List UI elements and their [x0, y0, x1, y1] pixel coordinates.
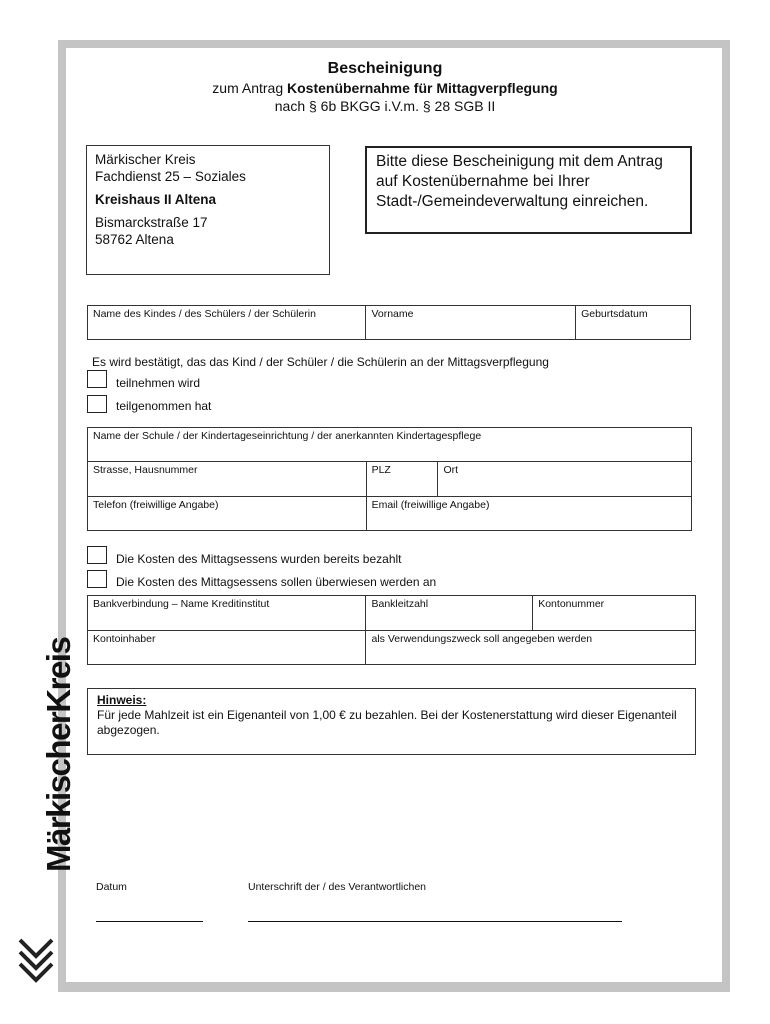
- signature-label: Unterschrift der / des Verantwortlichen: [248, 881, 426, 893]
- maerkischer-kreis-logo-icon: [14, 930, 58, 988]
- confirmation-text: Es wird bestätigt, das das Kind / der Schüler / die Schülerin an der Mittagsverpflegung: [92, 355, 549, 369]
- costs-paid-checkbox[interactable]: [87, 546, 107, 564]
- address-line: Bismarckstraße 17: [95, 215, 208, 230]
- document-title: Bescheinigung: [327, 60, 443, 77]
- school-zip-field[interactable]: PLZ: [366, 462, 438, 497]
- school-city-field[interactable]: Ort: [438, 462, 692, 497]
- child-name-field[interactable]: Name des Kindes / des Schülers / der Schülerin: [88, 306, 366, 340]
- school-street-field[interactable]: Strasse, Hausnummer: [88, 462, 367, 497]
- hint-box: [87, 688, 696, 755]
- date-line[interactable]: [96, 921, 203, 922]
- logo-wordmark: MärkischerKreis: [40, 637, 77, 872]
- date-label: Datum: [96, 881, 127, 893]
- costs-transfer-checkbox[interactable]: [87, 570, 107, 588]
- address-line: 58762 Altena: [95, 232, 174, 247]
- hint-text: Für jede Mahlzeit ist ein Eigenanteil von 1,00 € zu bezahlen. Bei der Kostenerstattung wird dieser Eigenanteil abgezogen.: [97, 708, 677, 737]
- bank-table: [87, 595, 696, 665]
- bank-code-field[interactable]: Bankleitzahl: [366, 596, 533, 631]
- child-firstname-field[interactable]: Vorname: [366, 306, 576, 340]
- school-email-field[interactable]: Email (freiwillige Angabe): [366, 497, 691, 531]
- costs-transfer-label: Die Kosten des Mittagsessens sollen überwiesen werden an: [116, 575, 437, 589]
- address-line: Fachdienst 25 – Soziales: [95, 169, 246, 184]
- child-birthdate-field[interactable]: Geburtsdatum: [576, 306, 691, 340]
- bank-name-field[interactable]: Bankverbindung – Name Kreditinstitut: [88, 596, 366, 631]
- address-line: Kreishaus II Altena: [95, 192, 217, 207]
- signature-line[interactable]: [248, 921, 622, 922]
- legal-basis: nach § 6b BKGG i.V.m. § 28 SGB II: [274, 98, 496, 114]
- account-number-field[interactable]: Kontonummer: [533, 596, 696, 631]
- participation-will-checkbox[interactable]: [87, 370, 107, 388]
- child-table: [87, 305, 691, 340]
- address-line: Märkischer Kreis: [95, 152, 196, 167]
- participation-did-checkbox[interactable]: [87, 395, 107, 413]
- hint-heading: Hinweis:: [97, 693, 147, 707]
- document-subtitle: zum Antrag Kostenübernahme für Mittagverpflegung: [212, 80, 558, 96]
- account-holder-field[interactable]: Kontoinhaber: [88, 631, 366, 665]
- participation-did-label: teilgenommen hat: [116, 399, 212, 413]
- payment-reference-field[interactable]: als Verwendungszweck soll angegeben werden: [366, 631, 696, 665]
- recipient-address: [86, 145, 330, 275]
- school-phone-field[interactable]: Telefon (freiwillige Angabe): [88, 497, 367, 531]
- participation-will-label: teilnehmen wird: [116, 376, 201, 390]
- submission-notice: Bitte diese Bescheinigung mit dem Antrag auf Kostenübernahme bei Ihrer Stadt-/Gemeindeverwaltung einreichen.: [365, 146, 692, 234]
- costs-paid-label: Die Kosten des Mittagsessens wurden bereits bezahlt: [116, 552, 402, 566]
- school-table: [87, 427, 692, 531]
- school-name-field[interactable]: Name der Schule / der Kindertageseinrichtung / der anerkannten Kindertagespflege: [88, 428, 692, 462]
